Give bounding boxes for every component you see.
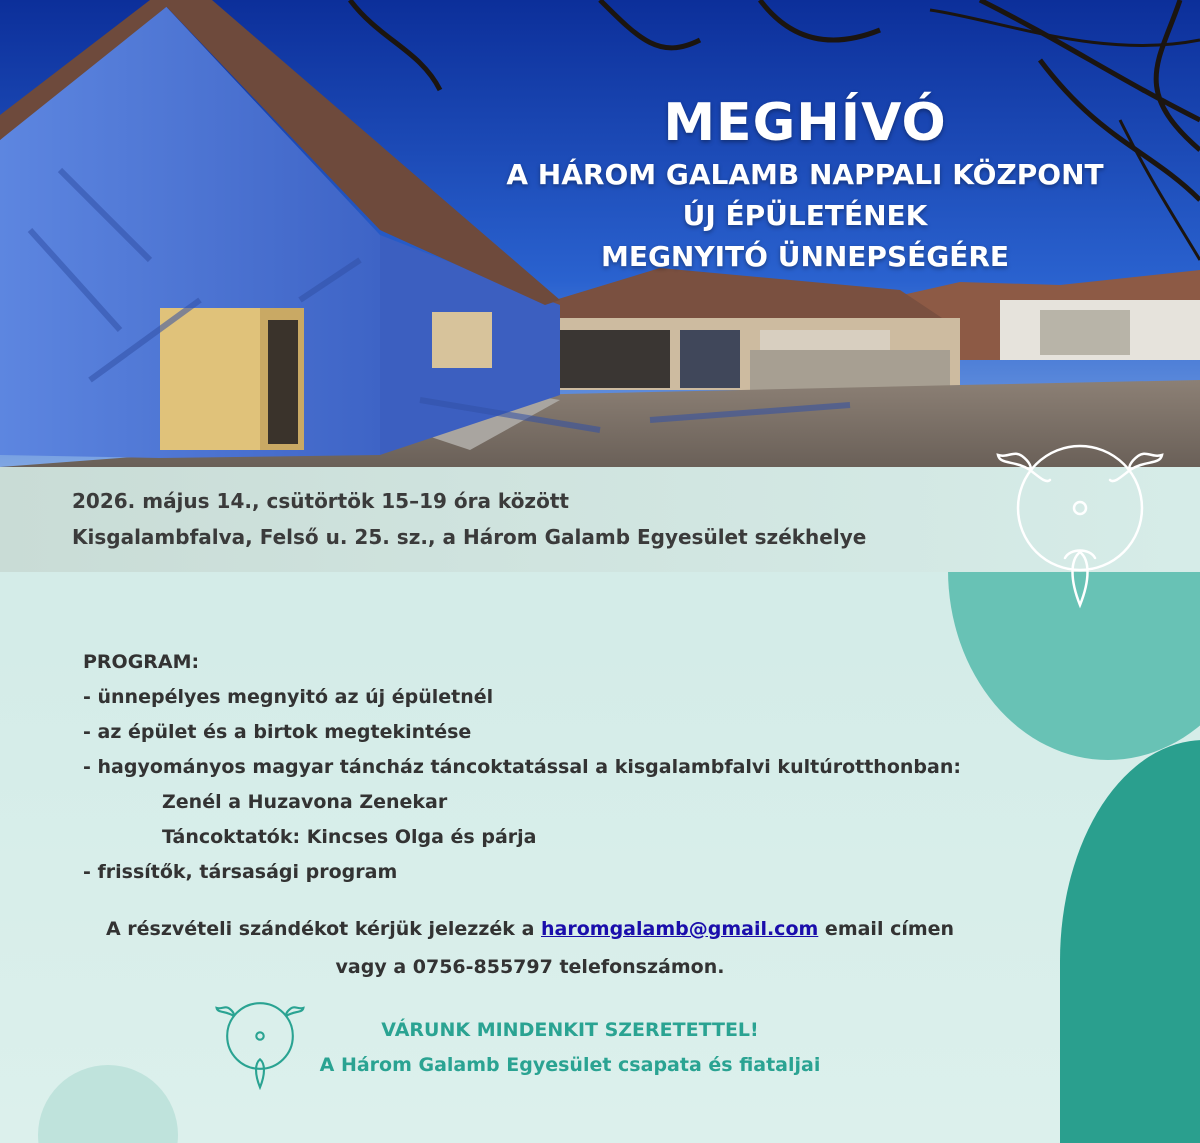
title-line-2: ÚJ ÉPÜLETÉNEK — [682, 199, 928, 232]
rsvp-section — [0, 910, 1060, 986]
event-datetime: 2026. május 14., csütörtök 15–19 óra között — [72, 489, 569, 513]
rsvp-line-2: vagy a 0756-855797 telefonszámon. — [335, 956, 725, 978]
program-item: - frissítők, társasági program — [83, 861, 398, 883]
invitation-title: MEGHÍVÓ — [663, 93, 947, 153]
closing-section — [290, 1013, 850, 1083]
rsvp-line-1 — [0, 910, 1060, 948]
program-item: - hagyományos magyar táncház táncoktatással a kisgalambfalvi kultúrotthonban: — [83, 756, 961, 778]
closing-signature: A Három Galamb Egyesület csapata és fiataljai — [319, 1054, 821, 1076]
event-location: Kisgalambfalva, Felső u. 25. sz., a Három Galamb Egyesület székhelye — [72, 525, 867, 549]
rsvp-text: A részvételi szándékot kérjük jelezzék a — [105, 918, 541, 940]
program-sub-item: Táncoktatók: Kincses Olga és párja — [162, 826, 537, 848]
decorative-circle-bottom — [38, 1065, 178, 1143]
program-heading: PROGRAM: — [83, 651, 200, 673]
program-section — [83, 645, 1063, 890]
rsvp-text-after: email címen — [818, 918, 955, 940]
program-sub-item: Zenél a Huzavona Zenekar — [162, 791, 448, 813]
email-link[interactable]: haromgalamb@gmail.com — [541, 918, 819, 940]
title-line-1: A HÁROM GALAMB NAPPALI KÖZPONT — [506, 158, 1104, 191]
program-item: - ünnepélyes megnyitó az új épületnél — [83, 686, 494, 708]
three-doves-logo-icon — [990, 440, 1170, 610]
hero-photo — [0, 0, 1200, 467]
program-item: - az épület és a birtok megtekintése — [83, 721, 472, 743]
title-block — [470, 92, 1140, 277]
decorative-shape-dark — [1060, 740, 1200, 1143]
title-line-3: MEGNYITÓ ÜNNEPSÉGÉRE — [600, 240, 1010, 273]
closing-greeting: VÁRUNK MINDENKIT SZERETETTEL! — [381, 1019, 759, 1041]
